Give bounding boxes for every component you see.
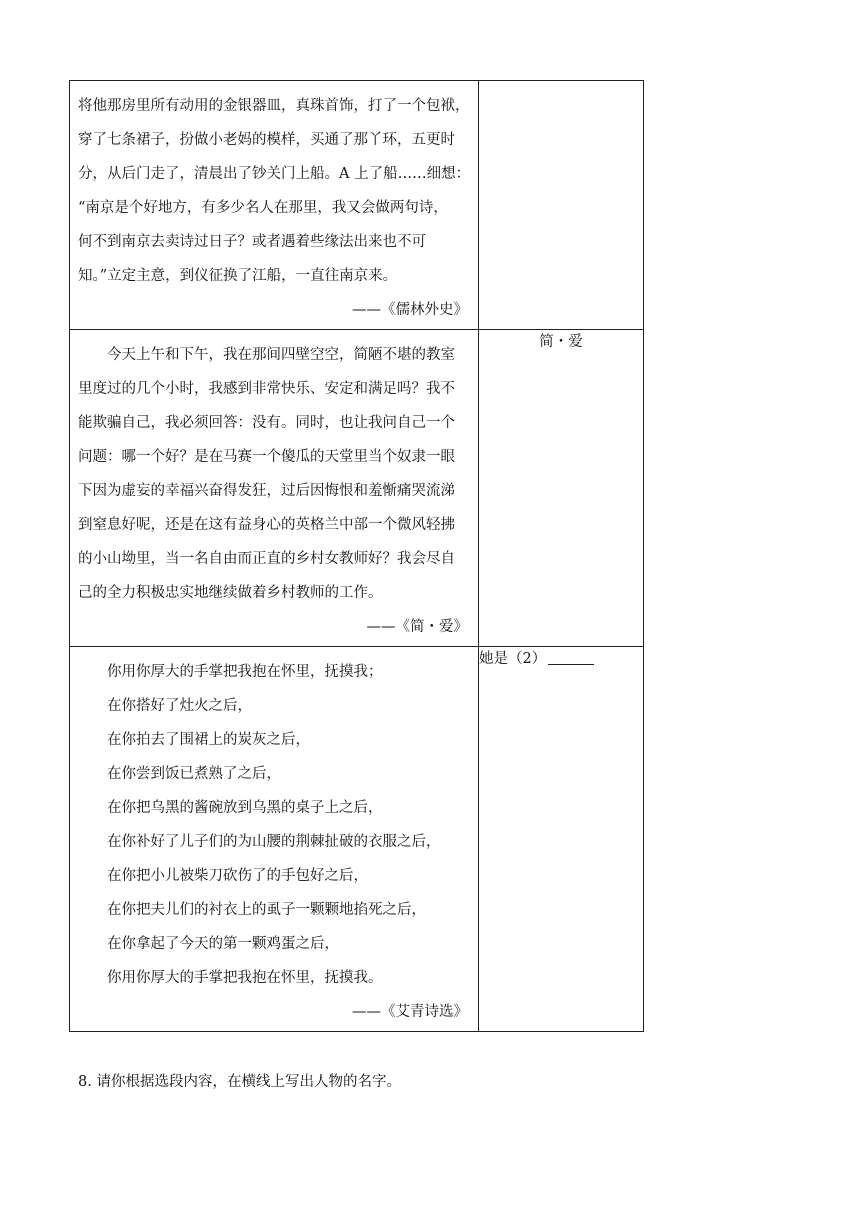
poem-line: 在你把小儿被柴刀砍伤了的手包好之后， [107,868,368,884]
text-line: 知。”立定主意，到仪征换了江船，一直往南京来。 [78,268,398,284]
poem-line: 你用你厚大的手掌把我抱在怀里，抚摸我； [107,664,383,680]
poem-line: 在你拿起了今天的第一颗鸡蛋之后， [107,936,339,952]
table-row [70,647,644,1032]
answer-prompt: 她是（2） [479,651,547,667]
excerpt-cell [70,330,479,647]
text-line: 问题：哪一个好？是在马赛一个傻瓜的天堂里当个奴隶一眼 [78,449,455,465]
source-citation: ——《艾青诗选》 [352,1004,468,1020]
excerpt-table [69,80,644,1032]
text-line: 今天上午和下午，我在那间四壁空空，简陋不堪的教室 [107,347,455,363]
text-line: 到窒息好呢，还是在这有益身心的英格兰中部一个微风轻拂 [78,517,455,533]
question-text: 8. 请你根据选段内容，在横线上写出人物的名字。 [78,1074,401,1090]
source-citation: ——《简・爱》 [366,619,468,635]
table-row [70,330,644,647]
text-line: 穿了七条裙子，扮做小老妈的模样，买通了那丫环，五更时 [78,132,455,148]
poem-line: 在你尝到饭已煮熟了之后， [107,766,281,782]
text-line: 将他那房里所有动用的金银器皿，真珠首饰，打了一个包袱， [78,98,470,114]
excerpt-text [70,330,478,646]
poem-line: 在你补好了儿子们的为山腰的荆棘扯破的衣服之后， [107,834,441,850]
excerpt-text [70,81,478,329]
poem-text [70,647,478,1031]
poem-line: 在你把夫儿们的衬衣上的虱子一颗颗地掐死之后， [107,902,426,918]
poem-line: 在你搭好了灶火之后， [107,698,252,714]
text-line: 下因为虚妄的幸福兴奋得发狂，过后因悔恨和羞惭痛哭流涕 [78,483,455,499]
answer-cell [479,647,644,1032]
answer-cell [479,330,644,647]
excerpt-cell [70,647,479,1032]
text-line: “南京是个好地方，有多少名人在那里，我又会做两句诗， [78,200,448,216]
text-line: 里度过的几个小时，我感到非常快乐、安定和满足吗？我不 [78,381,455,397]
answer-text: 简・爱 [539,334,583,350]
answer-cell [479,81,644,330]
source-citation: ——《儒林外史》 [352,302,468,318]
excerpt-cell [70,81,479,330]
poem-line: 你用你厚大的手掌把我抱在怀里，抚摸我。 [107,970,383,986]
text-line: 能欺骗自己，我必须回答：没有。同时，也让我问自己一个 [78,415,455,431]
text-line: 的小山坳里，当一名自由而正直的乡村女教师好？我会尽自 [78,551,455,567]
poem-line: 在你把乌黑的酱碗放到乌黑的桌子上之后， [107,800,383,816]
answer-blank[interactable] [548,650,594,665]
text-line: 己的全力积极忠实地继续做着乡村教师的工作。 [78,585,383,601]
text-line: 分，从后门走了，清晨出了钞关门上船。A 上了船……细想： [78,166,471,182]
text-line: 何不到南京去卖诗过日子？或者遇着些缘法出来也不可 [78,234,426,250]
poem-line: 在你拍去了围裙上的炭灰之后， [107,732,310,748]
table-row [70,81,644,330]
